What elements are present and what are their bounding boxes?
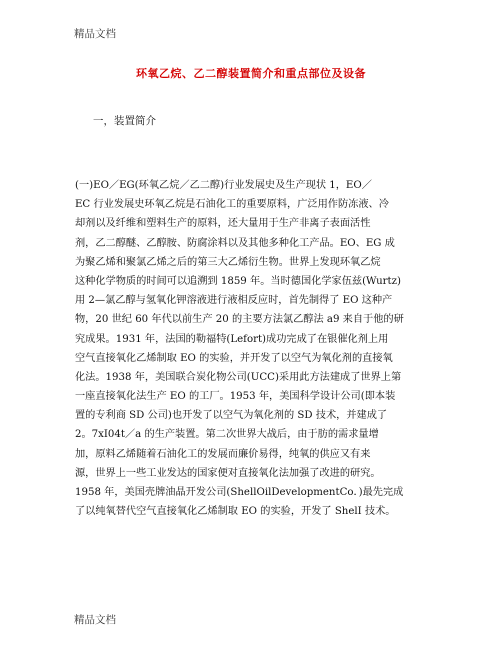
- body-line: 物，20 世纪 60 年代以前生产 20 的主要方法氯乙醇法 a9 来自于他的研: [75, 314, 404, 326]
- body-line: 源，世界上一些工业发达的国家便对直接氧化法加强了改进的研究。: [75, 467, 381, 479]
- body-line: 化法。1938 年，美国联合炭化物公司(UCC)采用此方法建成了世界上第: [75, 371, 402, 383]
- body-line: 空气直接氧化乙烯制取 EO 的实验，并开发了以空气为氧化剂的直接氧: [75, 352, 393, 364]
- body-line: EC 行业发展史环氧乙烷是石油化工的重要原料，广泛用作防冻液、冷: [75, 199, 389, 211]
- document-title: 环氧乙烷、乙二醇装置简介和重点部位及设备: [136, 67, 366, 80]
- body-line: 用 2—氯乙醇与氢氧化钾溶液进行液相反应时，首先制得了 EO 这种产: [75, 295, 393, 307]
- body-line: 置的专利商 SD 公司)也开发了以空气为氧化剂的 SD 技术，并建成了: [75, 410, 388, 422]
- body-line: 这种化学物质的时间可以追溯到 1859 年。当时德国化学家伍兹(Wurtz): [75, 275, 401, 287]
- body-line: 一座直接氧化法生产 EO 的工厂。1953 年，美国科学设计公司(即本装: [75, 391, 396, 403]
- body-line: 剂，乙二醇醚、乙醇胺、防腐涂料以及其他多种化工产品。EO、EG 成: [75, 237, 395, 249]
- section-heading: 一，装置简介: [93, 115, 156, 127]
- body-line: (一)EO／EG(环氧乙烷／乙二醇)行业发展史及生产现状 1，EO／: [75, 180, 372, 191]
- body-line: 却剂以及纤维和塑料生产的原料，还大量用于生产非离子表面活性: [75, 218, 371, 230]
- body-line: 究成果。1931 年，法国的勒福特(Lefort)成功完成了在银催化剂上用: [75, 333, 389, 345]
- body-line: 2。7xI04t／a 的生产装置。第二次世界大战后，由于肪的需求量增: [75, 429, 379, 441]
- body-text: [75, 176, 415, 521]
- page-footer: 精品文档: [74, 614, 116, 626]
- body-line: 加，原料乙烯随着石油化工的发展而廉价易得，纯氧的供应又有来: [75, 448, 371, 460]
- body-line: 为聚乙烯和聚氯乙烯之后的第三大乙烯衍生物。世界上发现环氧乙烷: [75, 256, 381, 268]
- body-line: 了以纯氧替代空气直接氧化乙烯制取 EO 的实验，开发了 ShelI 技术。: [75, 506, 396, 518]
- body-line: 1958 年，美国壳牌油晶开发公司(ShellOilDevelopmentCo．)最先完成: [75, 487, 404, 498]
- page-header: 精品文档: [74, 28, 116, 40]
